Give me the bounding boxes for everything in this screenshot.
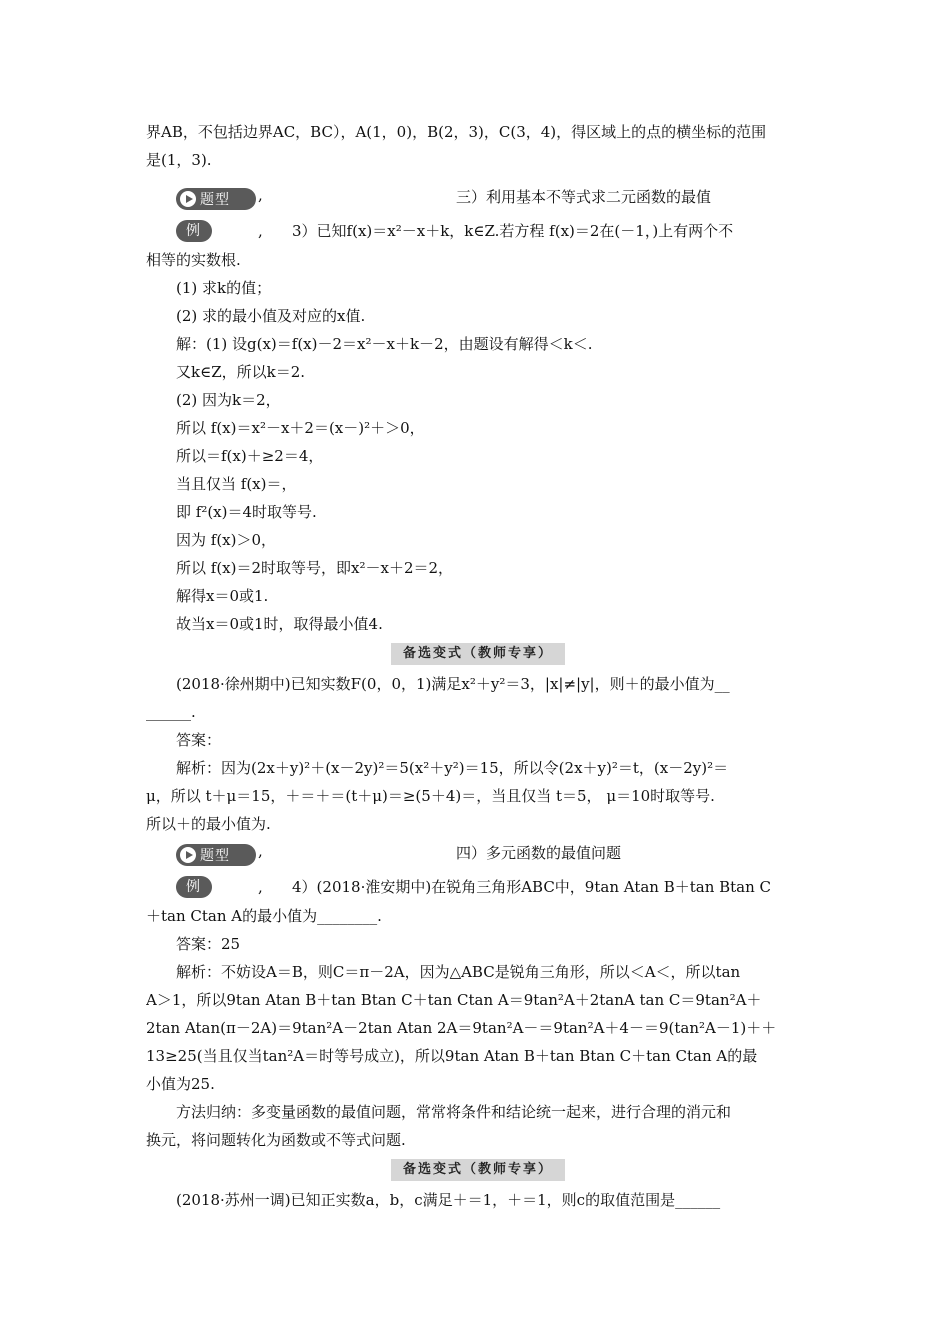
text-line: 答案：25 [176, 935, 241, 953]
text-line: 小值为25. [146, 1075, 215, 1093]
text-line: (2018·苏州一调)已知正实数a，b，c满足＋＝1，＋＝1，则c的取值范围是______ [176, 1191, 721, 1209]
section-4-header: 题型 , 四）多元函数的最值问题 [146, 838, 810, 872]
text-line: 13≥25(当且仅当tan²A＝时等号成立)，所以9tan Atan B＋tan Btan C＋tan Ctan A的最 [146, 1047, 758, 1065]
text-line: (1) 求k的值； [176, 279, 272, 297]
play-triangle-icon [180, 847, 196, 863]
text-line: 解析：不妨设A＝B，则C＝π－2A，因为△ABC是锐角三角形，所以＜A＜，所以tan [176, 963, 741, 981]
variant-banner: 备选变式（教师专享） [391, 1159, 565, 1181]
text-line: 换元，将问题转化为函数或不等式问题. [146, 1131, 406, 1149]
question-type-badge: 题型 [176, 188, 256, 210]
example-4-question: 4）(2018·淮安期中)在锐角三角形ABC中，9tan Atan B＋tan Btan C [292, 878, 772, 896]
section-3-header: 题型 , 三）利用基本不等式求二元函数的最值 [146, 182, 810, 216]
section-title: 三）利用基本不等式求二元函数的最值 [456, 188, 712, 206]
text-line: 相等的实数根. [146, 251, 241, 269]
section-title: 四）多元函数的最值问题 [456, 844, 622, 862]
text-line: 方法归纳：多变量函数的最值问题，常常将条件和结论统一起来，进行合理的消元和 [176, 1103, 732, 1121]
text-line: 所以＝f(x)＋≥2＝4， [176, 447, 324, 465]
example-badge: 例 [176, 876, 212, 898]
text-line: 解得x＝0或1. [176, 587, 269, 605]
play-triangle-icon [180, 191, 196, 207]
text-line: 所以 f(x)＝2时取等号，即x²－x＋2＝2， [176, 559, 454, 577]
example-3-question: 3）已知f(x)＝x²－x＋k，k∈Z.若方程 f(x)＝2在(－1，)上有两个不 [292, 222, 734, 240]
text-line: 2tan Atan(π－2A)＝9tan²A－2tan Atan 2A＝9tan²A－＝9tan²A＋4－＝9(tan²A－1)＋＋ [146, 1019, 777, 1037]
text-line: 因为 f(x)＞0， [176, 531, 277, 549]
text-line: (2018·徐州期中)已知实数F(0，0，1)满足x²＋y²＝3，|x|≠|y|，则＋的最小值为__ [176, 675, 730, 693]
text-line: (2) 因为k＝2， [176, 391, 281, 409]
text-line: 所以 f(x)＝x²－x＋2＝(x－)²＋＞0， [176, 419, 425, 437]
text-line: 答案： [176, 731, 222, 749]
text-line: ______. [146, 703, 196, 721]
text-line: 即 f²(x)＝4时取等号. [176, 503, 317, 521]
text-line: 故当x＝0或1时，取得最小值4. [176, 615, 383, 633]
text-line: 又k∈Z，所以k＝2. [176, 363, 306, 381]
variant-banner-wrap [146, 638, 810, 670]
text-line: A＞1，所以9tan Atan B＋tan Btan C＋tan Ctan A＝9tan²A＋2tanA tan C＝9tan²A＋ [146, 991, 762, 1009]
intro-line: 界AB，不包括边界AC，BC），A(1，0)，B(2，3)，C(3，4)，得区域上的点的横坐标的范围 [146, 123, 767, 141]
text-line: 解：(1) 设g(x)＝f(x)－2＝x²－x＋k－2，由题设有解得＜k＜. [176, 335, 593, 353]
variant-banner: 备选变式（教师专享） [391, 643, 565, 665]
text-line: μ，所以 t＋μ＝15，＋＝＋＝(t＋μ)＝≥(5＋4)＝，当且仅当 t＝5， μ＝10时取等号. [146, 787, 715, 805]
example-badge: 例 [176, 220, 212, 242]
example-4-header: 例 , 4）(2018·淮安期中)在锐角三角形ABC中，9tan Atan B＋tan Btan C [146, 872, 810, 902]
intro-line: 是(1，3). [146, 151, 212, 169]
text-line: ＋tan Ctan A的最小值为________. [146, 907, 382, 925]
text-line: 当且仅当 f(x)＝， [176, 475, 297, 493]
document-content [146, 118, 810, 1214]
example-3-header: 例 , 3）已知f(x)＝x²－x＋k，k∈Z.若方程 f(x)＝2在(－1，)上有两个不 [146, 216, 810, 246]
question-type-badge: 题型 [176, 844, 256, 866]
text-line: 解析：因为(2x＋y)²＋(x－2y)²＝5(x²＋y²)＝15，所以令(2x＋y)²＝t，(x－2y)²＝ [176, 759, 729, 777]
text-line: (2) 求的最小值及对应的x值. [176, 307, 366, 325]
text-line: 所以＋的最小值为. [146, 815, 271, 833]
variant-banner-wrap [146, 1154, 810, 1186]
